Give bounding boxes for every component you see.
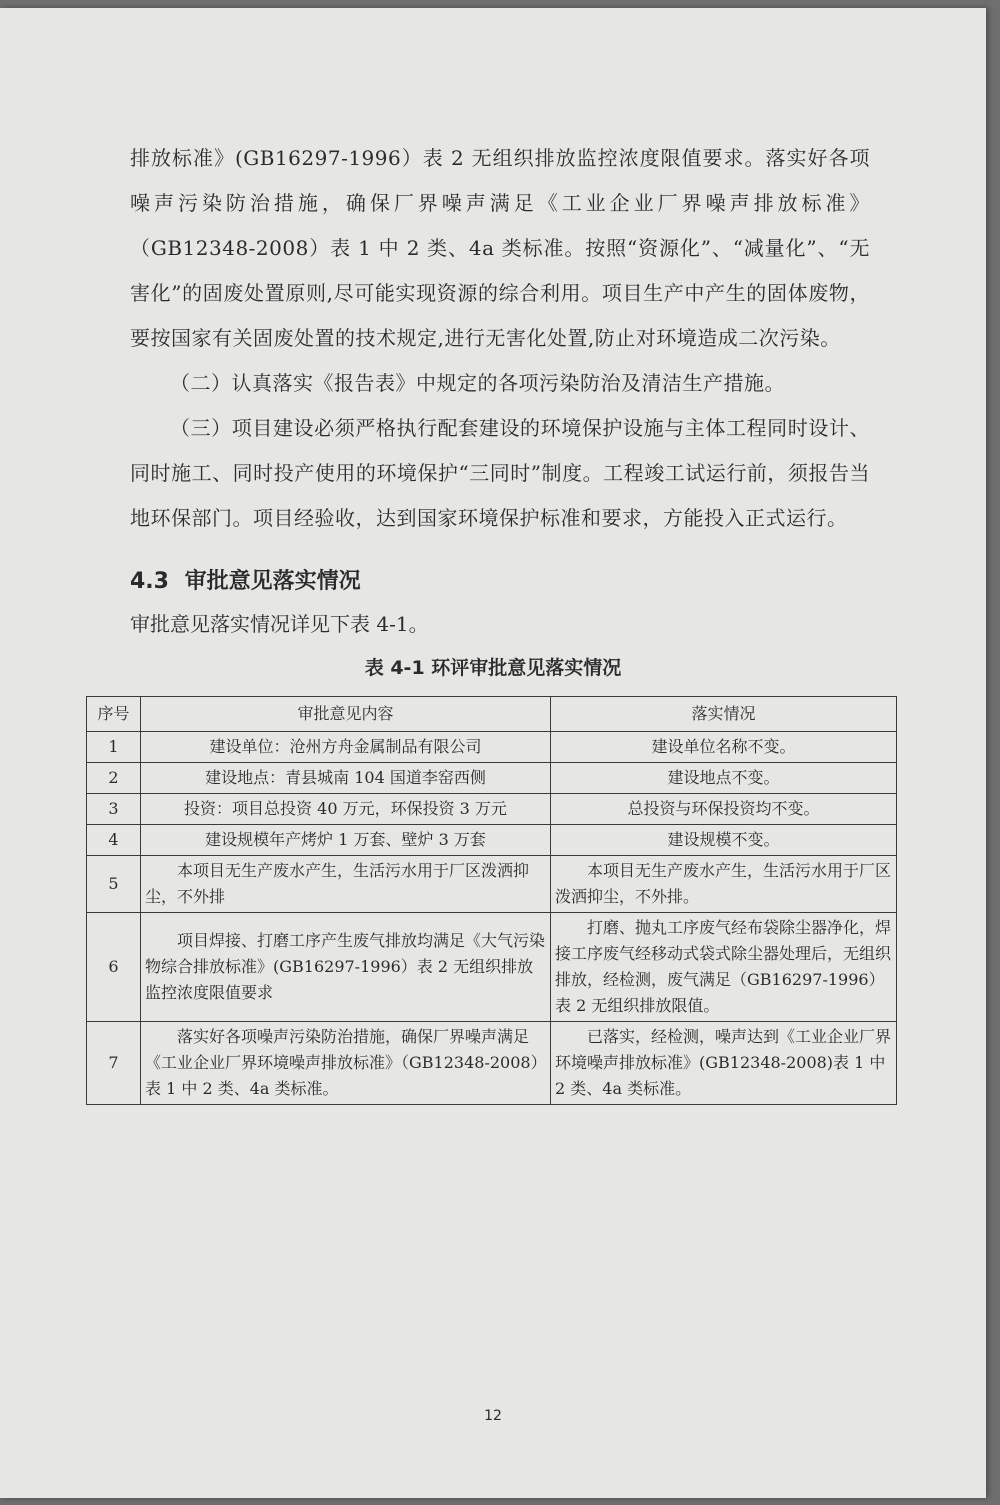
- header-content: 审批意见内容: [141, 697, 551, 732]
- row-no: 2: [87, 763, 141, 794]
- table-title: 表 4-1 环评审批意见落实情况: [364, 657, 622, 679]
- row-status: 总投资与环保投资均不变。: [551, 794, 897, 825]
- body-text: [130, 136, 870, 541]
- row-no: 3: [87, 794, 141, 825]
- row-status: 已落实，经检测，噪声达到《工业企业厂界环境噪声排放标准》(GB12348-2008)表 1 中 2 类、4a 类标准。: [551, 1022, 897, 1105]
- section-heading: [130, 564, 361, 595]
- row-content: 建设单位：沧州方舟金属制品有限公司: [141, 732, 551, 763]
- table-row: [87, 913, 897, 1022]
- approval-table: [86, 696, 897, 1105]
- table-row: [87, 794, 897, 825]
- page-number: 12: [484, 1408, 502, 1424]
- document-page: [0, 8, 986, 1498]
- table-row: [87, 856, 897, 913]
- row-content: 本项目无生产废水产生，生活污水用于厂区泼洒抑尘，不外排: [141, 856, 551, 913]
- table-header-row: [87, 697, 897, 732]
- row-no: 5: [87, 856, 141, 913]
- header-status: 落实情况: [551, 697, 897, 732]
- row-content: 建设地点：青县城南 104 国道李窑西侧: [141, 763, 551, 794]
- row-content: 落实好各项噪声污染防治措施，确保厂界噪声满足《工业企业厂界环境噪声排放标准》（GB12348-2008）表 1 中 2 类、4a 类标准。: [141, 1022, 551, 1105]
- row-content: 项目焊接、打磨工序产生废气排放均满足《大气污染物综合排放标准》(GB16297-1996）表 2 无组织排放监控浓度限值要求: [141, 913, 551, 1022]
- row-no: 4: [87, 825, 141, 856]
- paragraph-continuation: 排放标准》(GB16297-1996）表 2 无组织排放监控浓度限值要求。落实好各项噪声污染防治措施，确保厂界噪声满足《工业企业厂界噪声排放标准》（GB12348-2008）表 1 中 2 类、4a 类标准。按照“资源化”、“减量化”、“无害化”的固废处置原则,尽可能实现资源的综合利用。项目生产中产生的固体废物，要按国家有关固废处置的技术规定,进行无害化处置,防止对环境造成二次污染。: [130, 146, 870, 350]
- paragraph-item-2: （二）认真落实《报告表》中规定的各项污染防治及清洁生产措施。: [170, 371, 785, 395]
- row-status: 打磨、抛丸工序废气经布袋除尘器净化，焊接工序废气经移动式袋式除尘器处理后，无组织排放，经检测，废气满足（GB16297-1996）表 2 无组织排放限值。: [551, 913, 897, 1022]
- table-row: [87, 763, 897, 794]
- row-no: 7: [87, 1022, 141, 1105]
- table-row: [87, 825, 897, 856]
- row-content: 建设规模年产烤炉 1 万套、壁炉 3 万套: [141, 825, 551, 856]
- row-no: 1: [87, 732, 141, 763]
- table-row: [87, 1022, 897, 1105]
- row-content: 投资：项目总投资 40 万元，环保投资 3 万元: [141, 794, 551, 825]
- row-status: 建设地点不变。: [551, 763, 897, 794]
- section-title: 审批意见落实情况: [184, 569, 361, 594]
- section-number: 4.3: [130, 569, 169, 594]
- row-status: 建设单位名称不变。: [551, 732, 897, 763]
- header-no: 序号: [87, 697, 141, 732]
- table-row: [87, 732, 897, 763]
- row-status: 建设规模不变。: [551, 825, 897, 856]
- row-no: 6: [87, 913, 141, 1022]
- intro-line: 审批意见落实情况详见下表 4-1。: [130, 612, 429, 636]
- row-status: 本项目无生产废水产生，生活污水用于厂区泼洒抑尘，不外排。: [551, 856, 897, 913]
- paragraph-item-3: （三）项目建设必须严格执行配套建设的环境保护设施与主体工程同时设计、同时施工、同时投产使用的环境保护“三同时”制度。工程竣工试运行前，须报告当地环保部门。项目经验收，达到国家环境保护标准和要求，方能投入正式运行。: [130, 416, 870, 530]
